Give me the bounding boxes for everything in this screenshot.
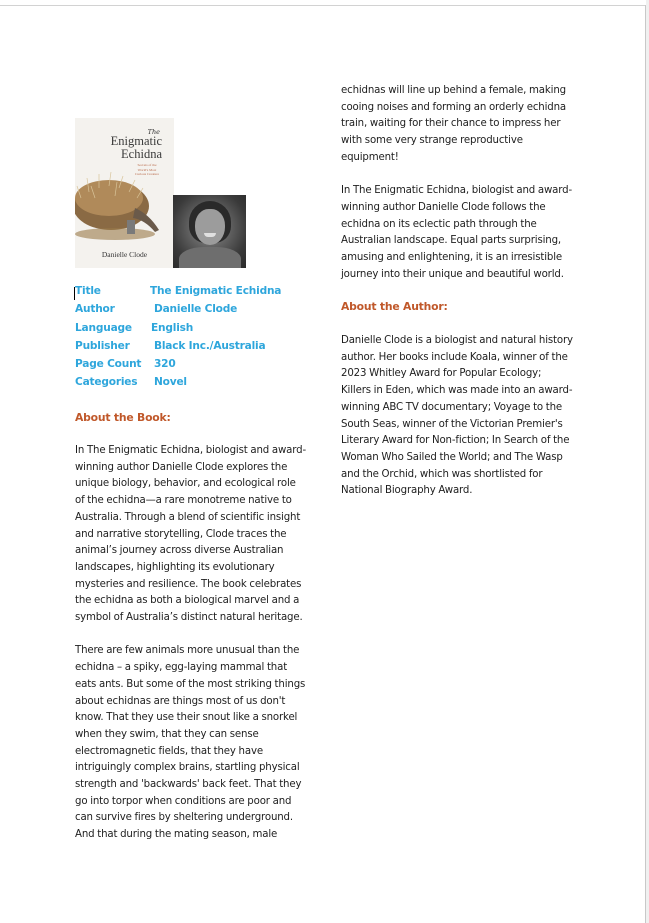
cover-title-line2: Echidna <box>121 147 162 161</box>
photo-shoulders <box>179 247 241 268</box>
echidna-illustration <box>75 168 174 248</box>
about-book-column-right <box>341 83 573 283</box>
author-photo[interactable] <box>173 195 246 268</box>
metadata-label: Language <box>75 321 132 334</box>
metadata-value: Danielle Clode <box>154 303 238 316</box>
book-cover-image[interactable] <box>75 118 174 268</box>
about-book-paragraph-4: In The Enigmatic Echidna, biologist and award-winning author Danielle Clode follows the echidna on its eclectic path through the Australian landscape. Equal parts surprising, amusing and enlightening, it is an irresistible journey into their unique and beautiful world. <box>341 185 572 280</box>
metadata-label: Categories <box>75 376 138 389</box>
about-author-heading: About the Author: <box>341 300 448 313</box>
about-book-paragraph-3: echidnas will line up behind a female, making cooing noises and forming an orderly echidna train, waiting for their chance to impress her with some very strange reproductive equipment! <box>341 85 566 163</box>
metadata-label: Author <box>75 303 115 316</box>
page-top-border <box>0 5 646 6</box>
metadata-label: Title <box>75 285 101 297</box>
metadata-label: Publisher <box>75 339 130 352</box>
about-book-paragraph-1: In The Enigmatic Echidna, biologist and award-winning author Danielle Clode explores the unique biology, behavior, and ecological role of the echidna—a rare monotreme native to Australia. Through a blend of scientific insight and narrative storytelling, Clode traces the animal’s journey across diverse Australian landscapes, highlighting its evolutionary mysteries and resilience. The book celebrates the echidna as both a biological marvel and a symbol of Australia’s distinct natural heritage. <box>75 445 306 624</box>
cover-author: Danielle Clode <box>101 250 148 259</box>
metadata-value: English <box>151 321 194 334</box>
about-book-paragraph-2: There are few animals more unusual than the echidna – a spiky, egg-laying mammal that eats ants. But some of the most striking things about echidnas are things most of us don't know. That they use their snout like a snorkel when they swim, that they can sense electromagnetic fields, that they have intriguingly complex brains, startling physical strength and 'backwards' back feet. That they go into torpor when conditions are poor and can survive fires by sheltering underground. And that during the mating season, male <box>75 645 306 841</box>
cover-subtitle: Secrets of the World's Most Curious Creature <box>134 163 159 176</box>
metadata-value: The Enigmatic Echidna <box>150 285 282 297</box>
cover-title-line1: Enigmatic <box>110 134 162 148</box>
metadata-label: Page Count <box>75 358 142 371</box>
metadata-value: Novel <box>154 376 187 389</box>
about-book-heading: About the Book: <box>75 411 171 424</box>
about-author-column <box>341 333 573 500</box>
metadata-value: 320 <box>154 358 176 371</box>
echidna-foot <box>127 220 135 234</box>
ground <box>75 228 155 240</box>
photo-face <box>195 209 225 245</box>
metadata-value: Black Inc./Australia <box>154 339 266 352</box>
about-book-column-left <box>75 443 307 844</box>
cover-the: The <box>147 128 160 136</box>
cover-title <box>111 135 162 161</box>
about-author-paragraph: Danielle Clode is a biologist and natural history author. Her books include Koala, winner of the 2023 Whitley Award for Popular Ecology; Killers in Eden, which was made into an award-winning ABC TV documentary; Voyage to the South Seas, winner of the Victorian Premier's Literary Award for Non-fiction; In Search of the Woman Who Sailed the World; and The Wasp and the Orchid, which was shortlisted for National Biography Award. <box>341 335 573 497</box>
